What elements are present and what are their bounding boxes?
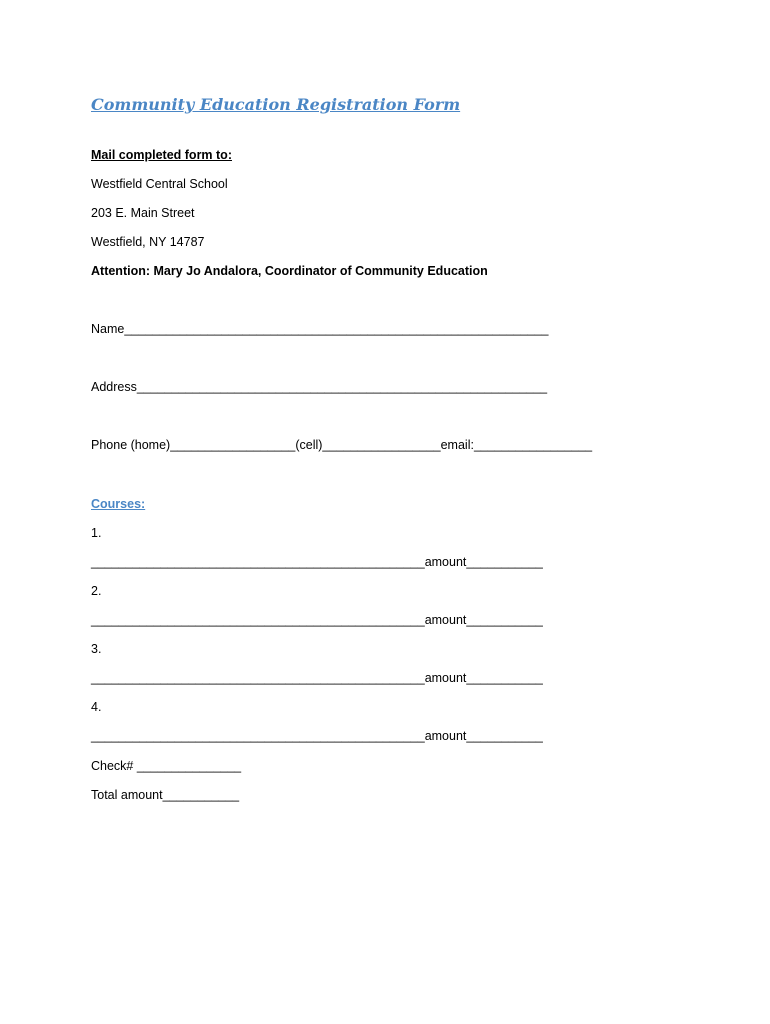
course-number-3: 3. (91, 642, 102, 656)
address-line-school: Westfield Central School (91, 177, 228, 191)
course-number-1: 1. (91, 526, 102, 540)
attention-line: Attention: Mary Jo Andalora, Coordinator of Community Education (91, 264, 488, 278)
course-line-4[interactable]: ________________________________________________amount___________ (91, 729, 543, 743)
address-field[interactable]: Address___________________________________________________________ (91, 380, 548, 394)
course-line-3[interactable]: ________________________________________________amount___________ (91, 671, 543, 685)
courses-heading: Courses: (91, 497, 146, 511)
course-line-2[interactable]: ________________________________________________amount___________ (91, 613, 543, 627)
mail-heading: Mail completed form to: (91, 148, 232, 162)
total-amount-field[interactable]: Total amount___________ (91, 788, 240, 802)
check-number-field[interactable]: Check# _______________ (91, 759, 242, 773)
address-line-street: 203 E. Main Street (91, 206, 195, 220)
address-line-city: Westfield, NY 14787 (91, 235, 205, 249)
course-number-2: 2. (91, 584, 102, 598)
name-field[interactable]: Name_____________________________________________________________ (91, 322, 549, 336)
course-line-1[interactable]: ________________________________________________amount___________ (91, 555, 543, 569)
phone-field[interactable]: Phone (home)__________________(cell)_________________email:_________________ (91, 438, 593, 452)
form-title: Community Education Registration Form (91, 95, 461, 114)
course-number-4: 4. (91, 700, 102, 714)
